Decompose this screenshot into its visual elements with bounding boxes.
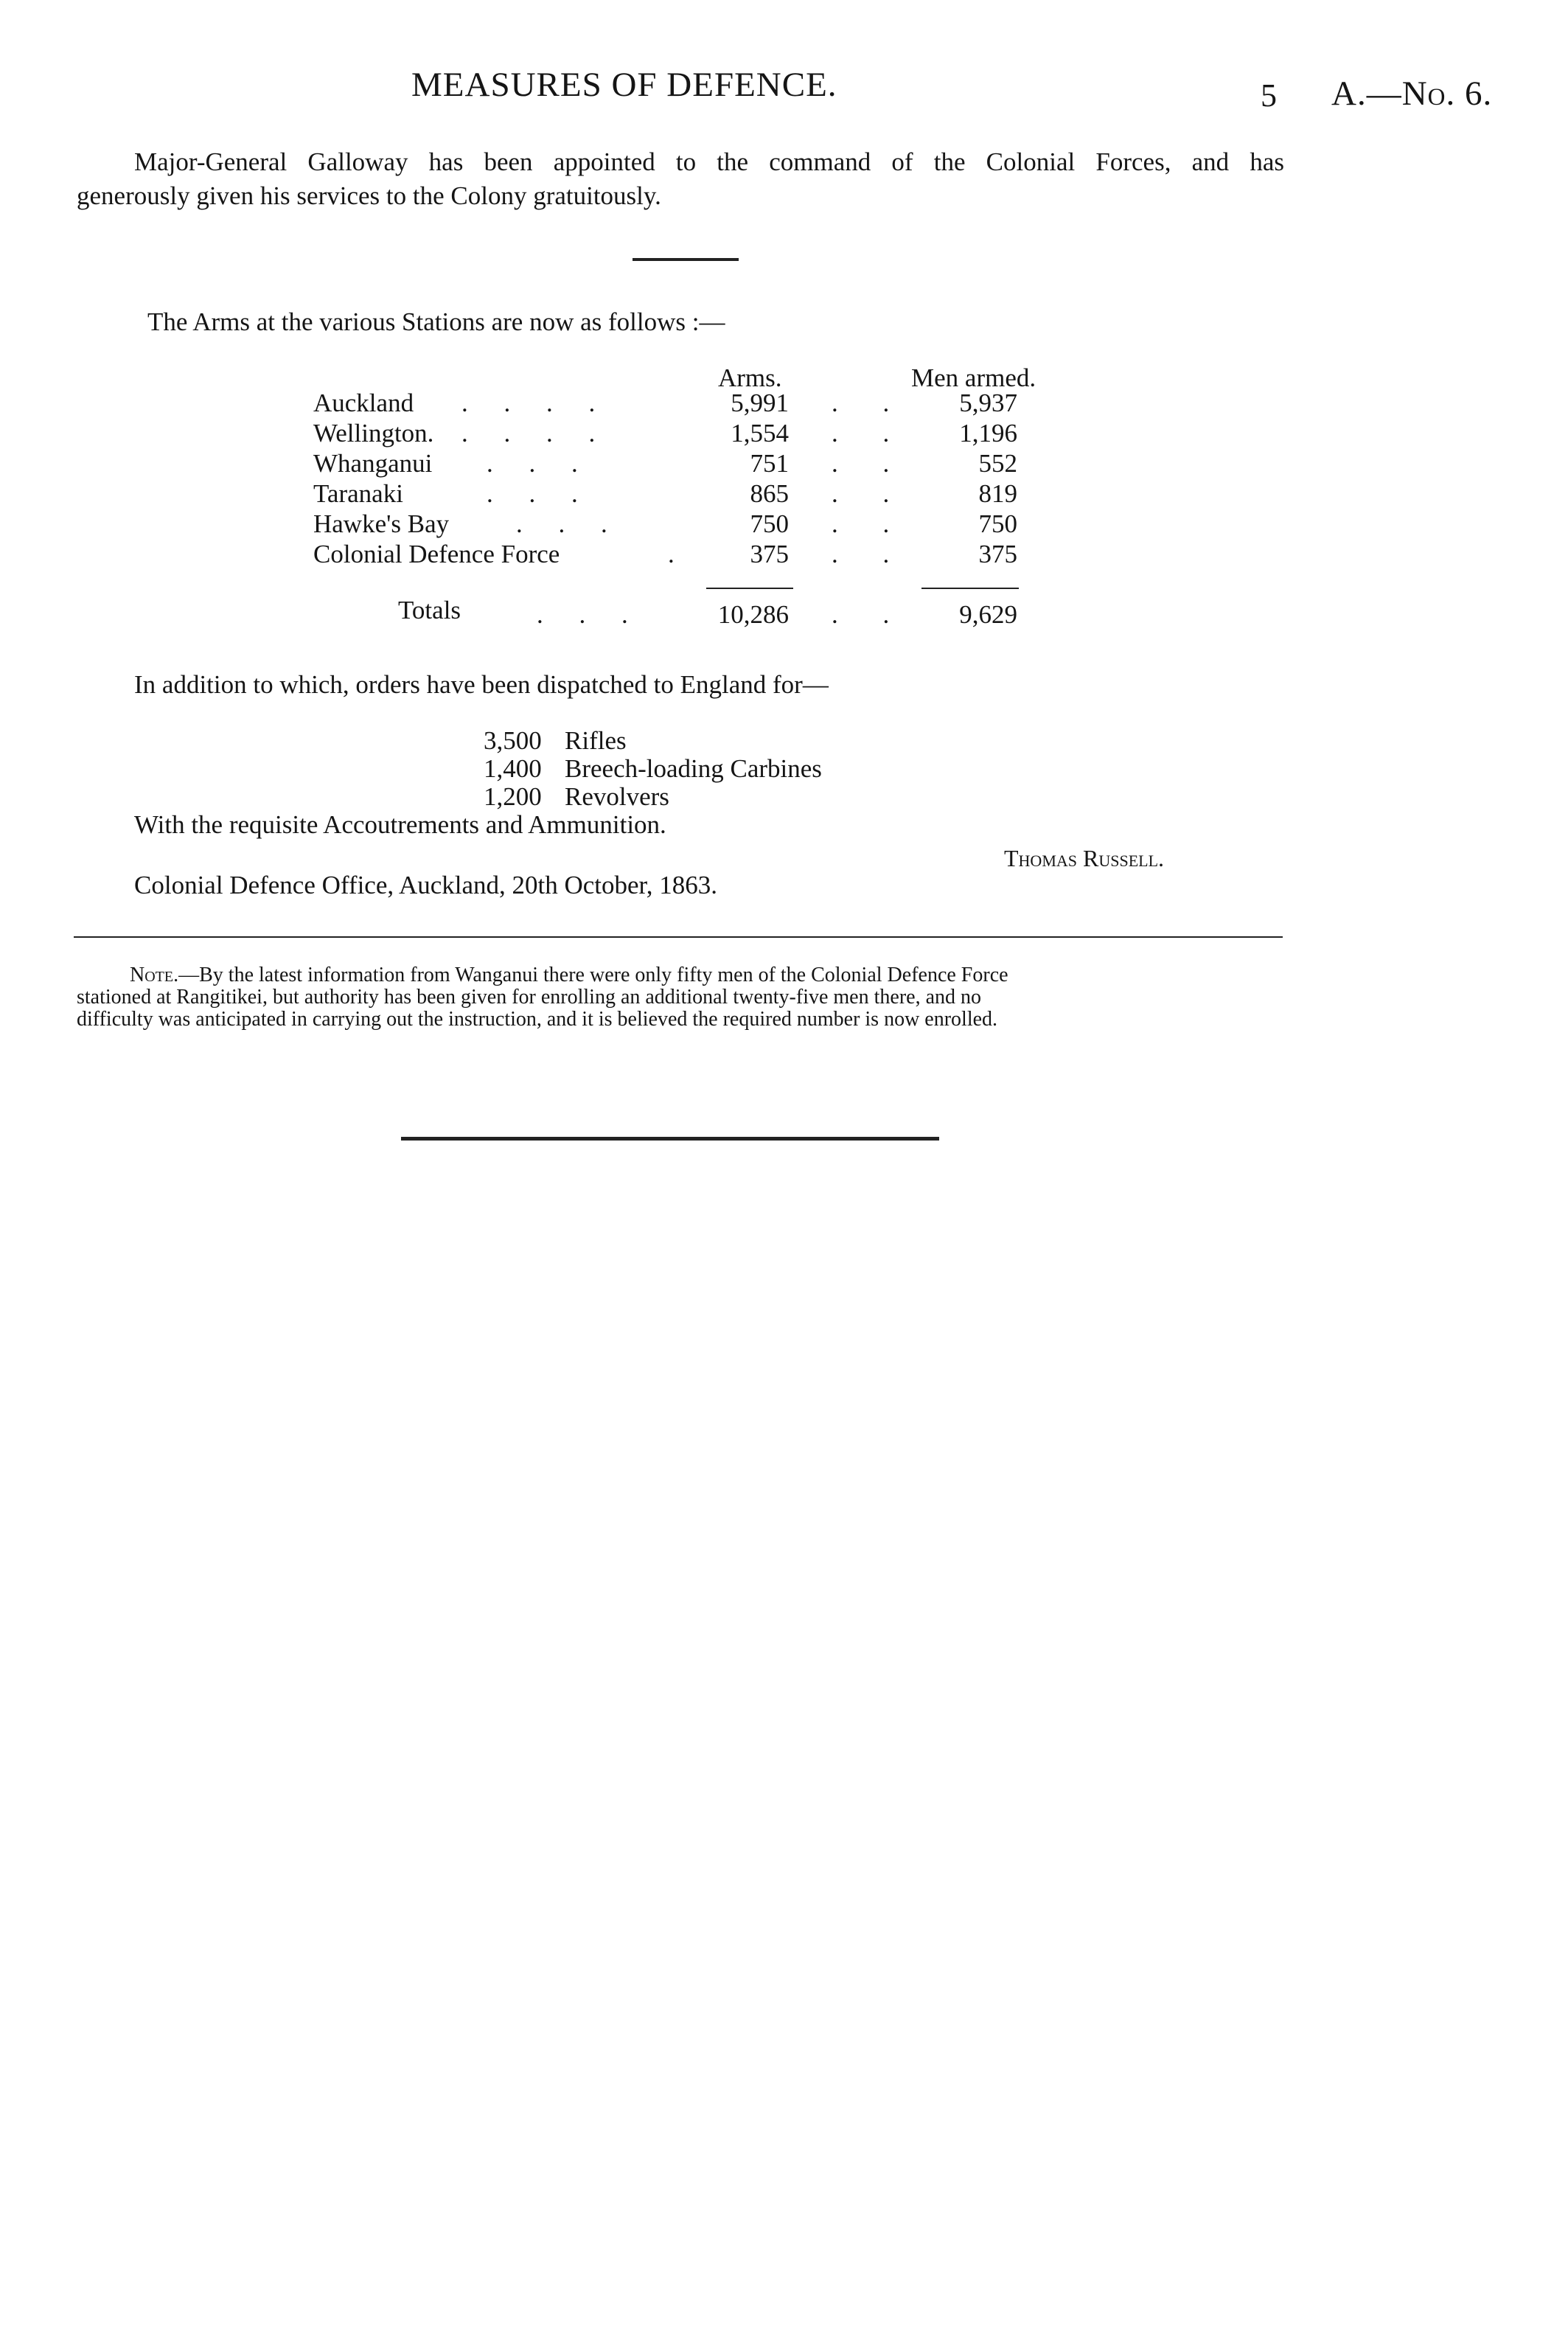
arms-value: 750 xyxy=(750,509,789,538)
leader-dots: . . . . xyxy=(461,419,596,448)
men-value: 5,937 xyxy=(959,389,1017,417)
arms-value: 1,554 xyxy=(731,419,789,448)
orders-intro: In addition to which, orders have been dispatched to England for— xyxy=(134,670,829,699)
men-value: 819 xyxy=(978,479,1017,508)
footnote-line-2: stationed at Rangitikei, but authority has been given for enrolling an additional twenty-five men there, and no xyxy=(77,986,981,1009)
order-item: Rifles xyxy=(565,726,627,755)
men-value: 375 xyxy=(978,540,1017,568)
leader-dots: . . . xyxy=(487,449,578,478)
column-header-arms: Arms. xyxy=(718,363,782,392)
leader-dots: . . xyxy=(832,449,890,478)
leader-dots: . xyxy=(668,540,675,568)
totals-rule-men xyxy=(921,588,1019,589)
footnote-label: Note. xyxy=(130,964,179,986)
station-name: Whanganui xyxy=(313,449,433,478)
footnote-line-1 xyxy=(130,964,1008,986)
section-divider xyxy=(633,258,739,261)
leader-dots: . . xyxy=(832,419,890,448)
totals-men: 9,629 xyxy=(959,600,1017,629)
order-item: Revolvers xyxy=(565,782,669,811)
leader-dots: . . . xyxy=(487,479,578,508)
requisite-line: With the requisite Accoutrements and Ammunition. xyxy=(134,810,666,839)
order-quantity: 1,200 xyxy=(484,782,542,811)
footnote-line-3: difficulty was anticipated in carrying out the instruction, and it is believed the required number is now enrolled. xyxy=(77,1008,998,1031)
note-separator xyxy=(74,936,1283,938)
totals-arms: 10,286 xyxy=(717,600,789,629)
arms-value: 751 xyxy=(750,449,789,478)
intro-line-1: Major-General Galloway has been appointed to the command of the Colonial Forces, and has xyxy=(134,147,1284,176)
signature: Thomas Russell. xyxy=(1004,845,1165,871)
leader-dots: . . . . xyxy=(461,389,596,417)
arms-value: 375 xyxy=(750,540,789,568)
men-value: 750 xyxy=(978,509,1017,538)
men-value: 1,196 xyxy=(959,419,1017,448)
arms-value: 865 xyxy=(750,479,789,508)
page-title: MEASURES OF DEFENCE. xyxy=(411,66,837,104)
arms-intro: The Arms at the various Stations are now as follows :— xyxy=(147,307,725,336)
document-reference: A.—No. 6. xyxy=(1331,74,1493,113)
order-item: Breech-loading Carbines xyxy=(565,754,822,783)
men-value: 552 xyxy=(978,449,1017,478)
leader-dots: . . . xyxy=(537,600,628,629)
leader-dots: . . xyxy=(832,509,890,538)
leader-dots: . . xyxy=(832,600,890,629)
end-rule xyxy=(401,1137,939,1141)
order-quantity: 3,500 xyxy=(484,726,542,755)
station-name: Hawke's Bay xyxy=(313,509,450,538)
station-name: Taranaki xyxy=(313,479,403,508)
arms-value: 5,991 xyxy=(731,389,789,417)
leader-dots: . . . xyxy=(516,509,607,538)
leader-dots: . . xyxy=(832,479,890,508)
station-name: Auckland xyxy=(313,389,414,417)
footnote-text-1: —By the latest information from Wanganui there were only fifty men of the Colonial Defence Force xyxy=(178,964,1008,986)
totals-label: Totals xyxy=(398,596,461,624)
order-quantity: 1,400 xyxy=(484,754,542,783)
place-date: Colonial Defence Office, Auckland, 20th October, 1863. xyxy=(134,871,718,899)
leader-dots: . . xyxy=(832,540,890,568)
station-name: Wellington. xyxy=(313,419,434,448)
intro-line-2: generously given his services to the Colony gratuitously. xyxy=(77,181,661,210)
leader-dots: . . xyxy=(832,389,890,417)
totals-rule-arms xyxy=(706,588,793,589)
station-name: Colonial Defence Force xyxy=(313,540,560,568)
page-number: 5 xyxy=(1261,77,1277,114)
column-header-men-armed: Men armed. xyxy=(911,363,1036,392)
